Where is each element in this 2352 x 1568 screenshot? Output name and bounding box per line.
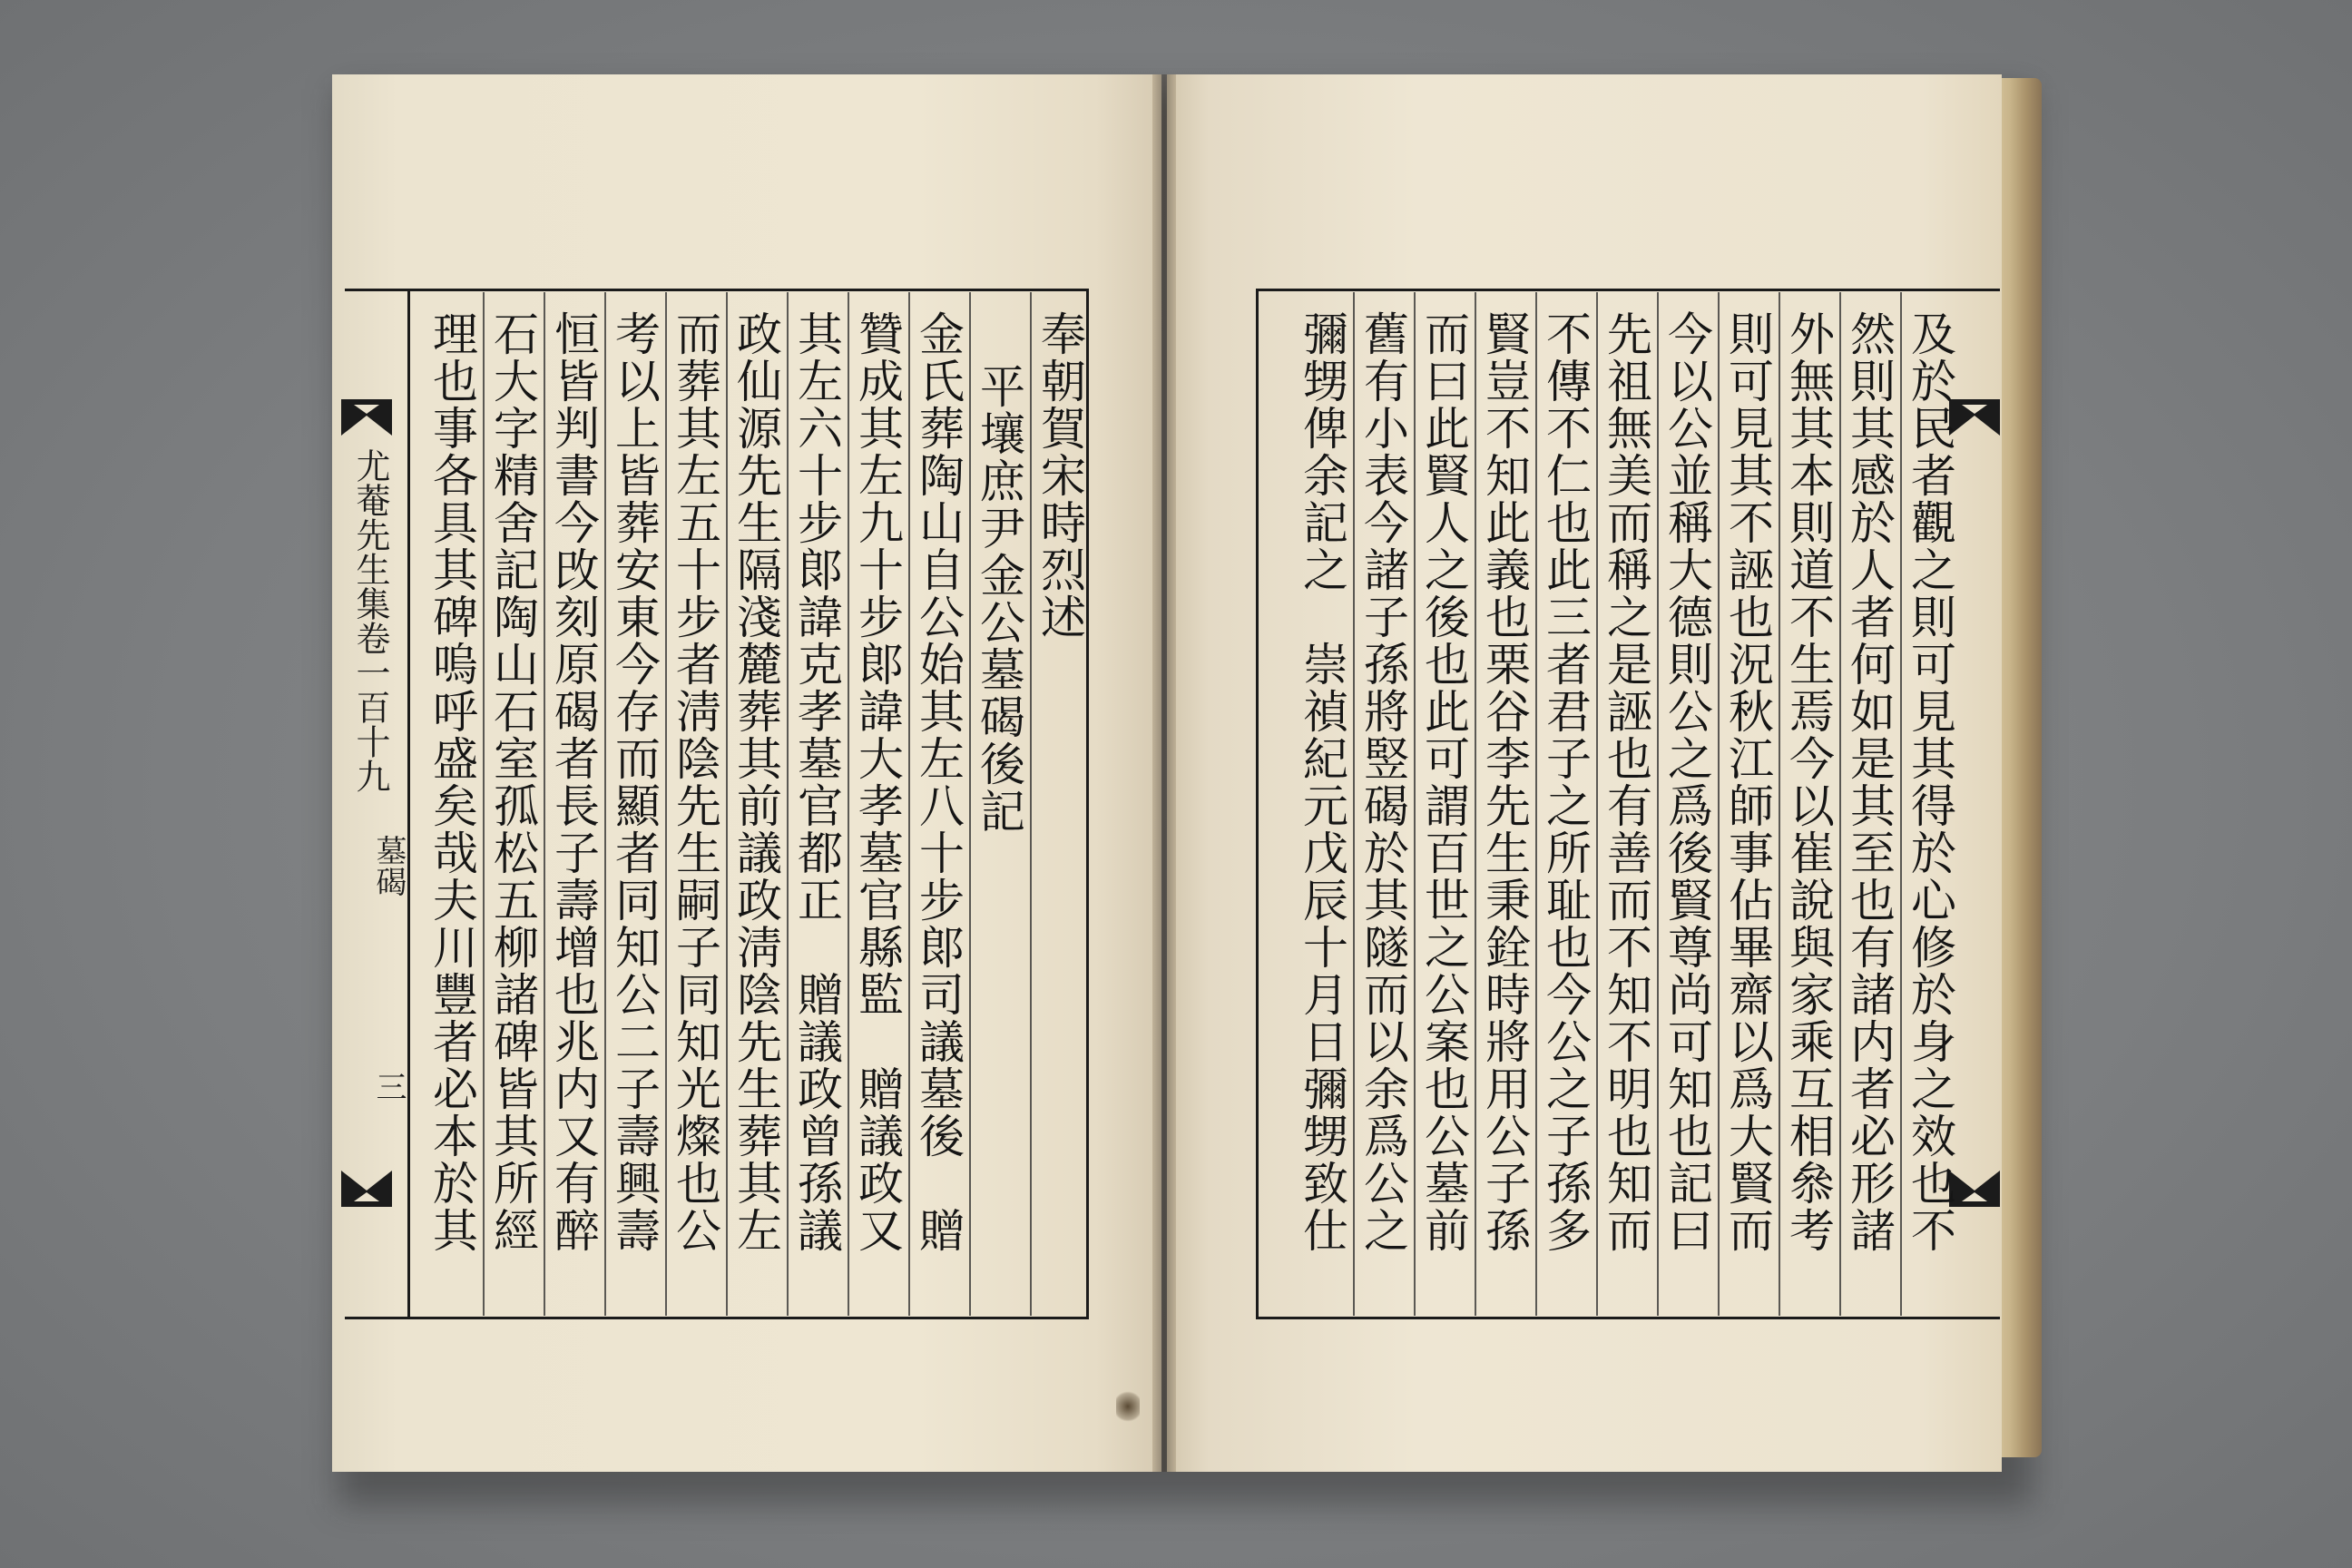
right-fishtail-bottom-icon (1949, 1171, 2000, 1207)
right-fishtail-top-icon (1949, 399, 2000, 436)
text-column: 而葬其左五十步者淸陰先生嗣子同知光燦也公 (669, 310, 721, 1254)
text-column: 舊有小表今諸子孫將竪碣於其隧而以余爲公之 (1357, 310, 1409, 1254)
text-column: 石大字精舍記陶山石室孤松五柳諸碑皆其所經 (486, 310, 539, 1254)
text-column: 外無其本則道不生焉今以崔說與家乘互相叅考 (1782, 310, 1835, 1254)
text-column: 而曰此賢人之後也此可謂百世之公案也公墓前 (1417, 310, 1470, 1254)
text-column: 賢豈不知此義也栗谷李先生秉銓時將用公子孫 (1478, 310, 1531, 1254)
text-column: 不傳不仁也此三者君子之所耻也今公之子孫多 (1539, 310, 1592, 1254)
fishtail-top-icon (341, 399, 392, 436)
text-column: 先祖無美而稱之是誣也有善而不知不明也知而 (1600, 310, 1652, 1254)
banxin-column (332, 289, 410, 1319)
text-column: 理也事各具其碑嗚呼盛矣哉夫川豐者必本於其 (426, 310, 478, 1254)
text-column: 則可見其不誣也況秋江師事佔畢齋以爲大賢而 (1721, 310, 1774, 1254)
text-column: 平壤庶尹金公墓碣後記 (973, 363, 1025, 835)
text-column: 恒皆判書今攺刻原碣者長子壽增也兆内又有醉 (547, 310, 600, 1254)
text-column: 政仙源先生隔淺麓葬其前議政淸陰先生葬其左 (730, 310, 782, 1254)
text-column: 奉朝賀宋時烈述 (1034, 310, 1086, 641)
text-column: 贊成其左九十步郞諱大孝墓官縣監 贈議政又 (851, 310, 904, 1254)
text-column: 其左六十步郞諱克孝墓官都正 贈議政曾孫議 (790, 310, 843, 1254)
text-column: 今以公並稱大德則公之爲後賢尊尚可知也記曰 (1661, 310, 1713, 1254)
ink-stain (1116, 1388, 1140, 1425)
banxin-title: 尤菴先生集卷一百十九 (350, 448, 390, 793)
text-column: 考以上皆葬安東今存而顯者同知公二子壽興壽 (608, 310, 661, 1254)
text-column: 金氏葬陶山自公始其左八十步郞司議墓後 贈 (912, 310, 965, 1254)
text-column: 彌甥俾余記之 崇禎紀元戊辰十月日彌甥致仕 (1296, 310, 1348, 1254)
banxin-page-number: 三 (370, 1071, 407, 1102)
fishtail-bottom-icon (341, 1171, 392, 1207)
text-column: 及於民者觀之則可見其得於心修於身之效也不 (1904, 310, 1956, 1254)
book-gutter (1152, 74, 1176, 1472)
banxin-section: 墓碣 (370, 835, 407, 897)
text-column: 然則其感於人者何如是其至也有諸内者必形諸 (1843, 310, 1896, 1254)
